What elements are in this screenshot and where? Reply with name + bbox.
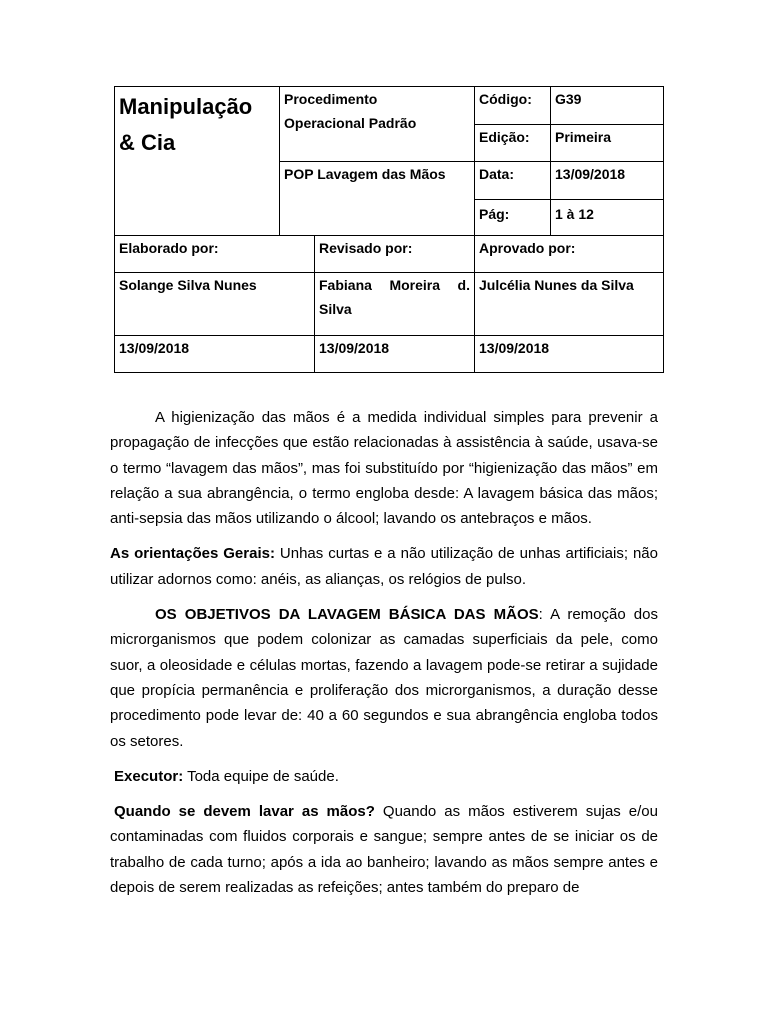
aprovado-date: 13/09/2018 [479, 340, 550, 356]
executor-label: Executor: [114, 767, 184, 785]
pop-title-cell [280, 162, 475, 236]
executor-paragraph [110, 764, 658, 789]
document-body [110, 405, 658, 910]
revisado-label: Revisado por: [319, 240, 413, 256]
data-label: Data: [479, 166, 515, 182]
codigo-label: Código: [479, 91, 532, 107]
procedure-type-line2: Operacional Padrão [284, 115, 417, 131]
procedure-type-cell [280, 87, 475, 162]
aprovado-date-cell [475, 336, 664, 373]
codigo-value: G39 [555, 91, 582, 107]
codigo-value-cell [551, 87, 664, 125]
aprovado-name-cell [475, 273, 664, 336]
elaborado-name: Solange Silva Nunes [119, 277, 257, 293]
executor-text: Toda equipe de saúde. [183, 767, 339, 785]
aprovado-label: Aprovado por: [479, 240, 576, 256]
quando-text: Quando as mãos estiverem sujas e/ou contaminadas com fluidos corporais e sangue; sempre antes de se iniciar os de trabalho de cada turno; após a ida ao banheiro; lavando as mãos sempre antes e depois de serem realizadas as refeições; antes também do preparo de [110, 803, 658, 897]
edicao-label-cell [475, 125, 551, 162]
orientacoes-label: As orientações Gerais: [110, 545, 275, 563]
data-value-cell [551, 162, 664, 200]
revisado-date: 13/09/2018 [319, 340, 390, 356]
elaborado-date-cell [115, 336, 315, 373]
elaborado-label-cell [115, 236, 315, 273]
objetivos-label: OS OBJETIVOS DA LAVAGEM BÁSICA DAS MÃOS [155, 606, 539, 624]
pag-label-cell [475, 200, 551, 236]
orientacoes-paragraph [110, 541, 658, 592]
elaborado-label: Elaborado por: [119, 240, 219, 256]
company-brand-line2: & Cia [119, 130, 176, 155]
edicao-value-cell [551, 125, 664, 162]
elaborado-name-cell [115, 273, 315, 336]
quando-label: Quando se devem lavar as mãos? [114, 803, 375, 821]
codigo-label-cell [475, 87, 551, 125]
quando-paragraph [110, 799, 658, 900]
data-label-cell [475, 162, 551, 200]
intro-paragraph: A higienização das mãos é a medida individual simples para prevenir a propagação de infecções que estão relacionadas à assistência à saúde, usava-se o termo “lavagem das mãos”, mas foi substituído por “higienização das mãos” em relação a sua abrangência, o termo engloba desde: A lavagem básica das mãos; anti-sepsia das mãos utilizando o álcool; lavando os antebraços e mãos. [110, 409, 658, 528]
objetivos-paragraph [110, 602, 658, 754]
edicao-label: Edição: [479, 129, 530, 145]
objetivos-text: : A remoção dos microrganismos que podem colonizar as camadas superficiais da pele, como suor, a oleosidade e células mortas, fazendo a lavagem pode-se retirar a sujidade que propícia permanência e proliferação dos microrganismos, a duração desse procedimento pode levar de: 40 a 60 segundos e sua abrangência engloba todos os setores. [110, 606, 658, 750]
pop-title: POP Lavagem das Mãos [284, 166, 446, 182]
aprovado-label-cell [475, 236, 664, 273]
procedure-type-line1: Procedimento [284, 91, 378, 107]
company-brand-cell [115, 87, 280, 236]
revisado-date-cell [315, 336, 475, 373]
pag-value: 1 à 12 [555, 206, 594, 222]
company-brand-line1: Manipulação [119, 94, 253, 119]
aprovado-name: Julcélia Nunes da Silva [479, 277, 634, 293]
revisado-name-line1: Fabiana Moreira d. [319, 277, 470, 293]
elaborado-date: 13/09/2018 [119, 340, 190, 356]
pag-value-cell [551, 200, 664, 236]
edicao-value: Primeira [555, 129, 612, 145]
pag-label: Pág: [479, 206, 510, 222]
revisado-name-cell [315, 273, 475, 336]
data-value: 13/09/2018 [555, 166, 626, 182]
revisado-label-cell [315, 236, 475, 273]
orientacoes-text: Unhas curtas e a não utilização de unhas artificiais; não utilizar adornos como: anéis, as alianças, os relógios de pulso. [110, 545, 658, 588]
pop-header-table [114, 86, 664, 373]
revisado-name-line2: Silva [319, 301, 352, 317]
